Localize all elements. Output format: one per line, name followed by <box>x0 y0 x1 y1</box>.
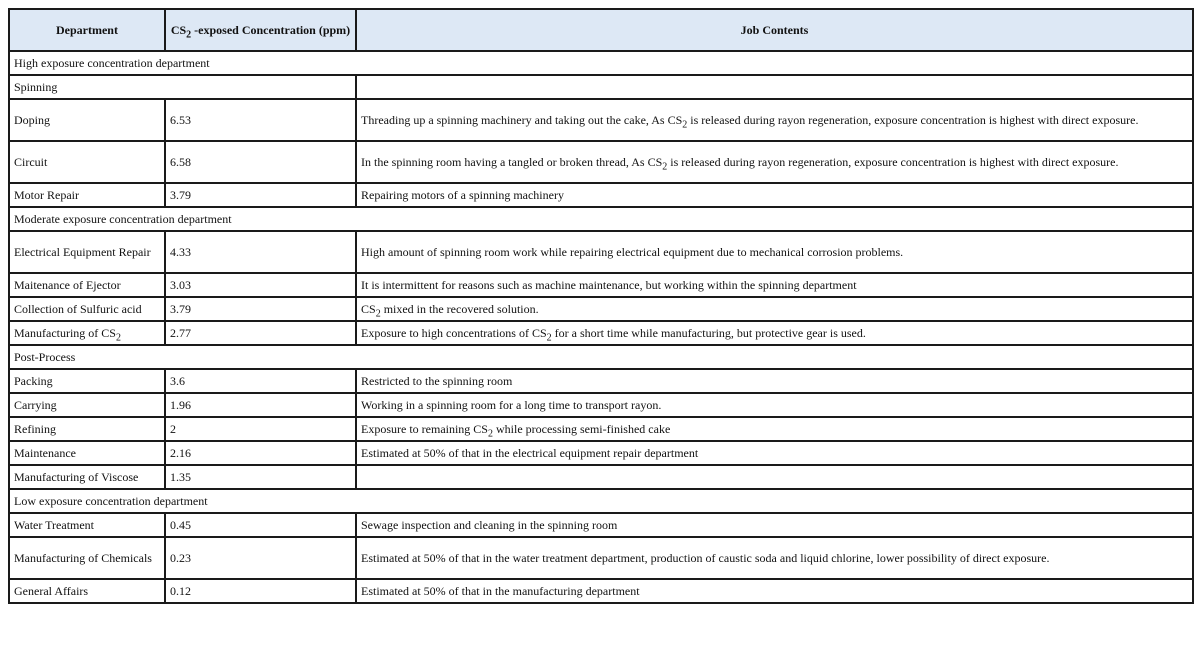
section-row <box>9 51 1193 75</box>
concentration-cell: 0.23 <box>165 537 356 579</box>
exposure-table <box>8 8 1194 604</box>
section-row <box>9 489 1193 513</box>
table-row <box>9 579 1193 603</box>
job-contents-cell-text: Threading up a spinning machinery and taking out the cake, As CS <box>361 113 683 127</box>
section-label: Post-Process <box>9 345 1193 369</box>
department-cell <box>9 321 165 345</box>
department-cell: Packing <box>9 369 165 393</box>
concentration-cell: 3.03 <box>165 273 356 297</box>
job-contents-cell: Restricted to the spinning room <box>356 369 1193 393</box>
concentration-cell: 6.58 <box>165 141 356 183</box>
concentration-cell: 6.53 <box>165 99 356 141</box>
job-contents-cell-text: CS <box>361 302 376 316</box>
department-cell: Water Treatment <box>9 513 165 537</box>
job-contents-cell-text-end: while processing semi-finished cake <box>492 422 671 436</box>
job-contents-cell-text: In the spinning room having a tangled or broken thread, As CS <box>361 155 663 169</box>
department-cell: Spinning <box>9 75 356 99</box>
department-cell-text: Manufacturing of CS <box>14 326 116 340</box>
table-row <box>9 369 1193 393</box>
job-contents-cell-text: Exposure to remaining CS <box>361 422 488 436</box>
section-row <box>9 345 1193 369</box>
job-contents-cell: Sewage inspection and cleaning in the spinning room <box>356 513 1193 537</box>
section-label: Moderate exposure concentration department <box>9 207 1193 231</box>
department-cell: Collection of Sulfuric acid <box>9 297 165 321</box>
job-contents-cell-text-end: mixed in the recovered solution. <box>380 302 539 316</box>
department-cell: Doping <box>9 99 165 141</box>
header-department: Department <box>9 9 165 51</box>
department-cell: Carrying <box>9 393 165 417</box>
table-row <box>9 231 1193 273</box>
job-contents-cell: Estimated at 50% of that in the water treatment department, production of caustic soda and liquid chlorine, lower possibility of direct exposure. <box>356 537 1193 579</box>
department-cell: General Affairs <box>9 579 165 603</box>
job-contents-cell <box>356 99 1193 141</box>
job-contents-cell: Working in a spinning room for a long time to transport rayon. <box>356 393 1193 417</box>
table-body <box>9 51 1193 603</box>
concentration-cell: 2.77 <box>165 321 356 345</box>
job-contents-cell-text-end: is released during rayon regeneration, exposure concentration is highest with direct exposure. <box>687 113 1139 127</box>
concentration-cell: 2 <box>165 417 356 441</box>
table-row <box>9 417 1193 441</box>
header-job-contents: Job Contents <box>356 9 1193 51</box>
department-cell: Refining <box>9 417 165 441</box>
table-row <box>9 393 1193 417</box>
department-cell-subscript: 2 <box>115 332 121 344</box>
job-contents-cell-subscript: 2 <box>662 161 668 173</box>
job-contents-cell-subscript: 2 <box>682 119 688 131</box>
concentration-cell: 1.35 <box>165 465 356 489</box>
job-contents-cell <box>356 75 1193 99</box>
job-contents-cell-text-end: for a short time while manufacturing, but protective gear is used. <box>551 326 866 340</box>
table-row <box>9 183 1193 207</box>
department-cell: Maitenance of Ejector <box>9 273 165 297</box>
concentration-cell: 3.6 <box>165 369 356 393</box>
department-cell: Electrical Equipment Repair <box>9 231 165 273</box>
job-contents-cell-subscript: 2 <box>487 428 493 440</box>
header-concentration <box>165 9 356 51</box>
header-conc-sub: 2 <box>186 28 192 40</box>
department-cell: Maintenance <box>9 441 165 465</box>
section-label: High exposure concentration department <box>9 51 1193 75</box>
job-contents-cell: Estimated at 50% of that in the electrical equipment repair department <box>356 441 1193 465</box>
table-row <box>9 465 1193 489</box>
table-row <box>9 75 1193 99</box>
job-contents-cell-text: Exposure to high concentrations of CS <box>361 326 547 340</box>
department-cell: Circuit <box>9 141 165 183</box>
table-row <box>9 513 1193 537</box>
job-contents-cell <box>356 465 1193 489</box>
concentration-cell: 1.96 <box>165 393 356 417</box>
concentration-cell: 3.79 <box>165 297 356 321</box>
concentration-cell: 4.33 <box>165 231 356 273</box>
section-label: Low exposure concentration department <box>9 489 1193 513</box>
job-contents-cell <box>356 321 1193 345</box>
table-row <box>9 99 1193 141</box>
header-conc-prefix: CS <box>170 22 187 37</box>
job-contents-cell-subscript: 2 <box>546 332 552 344</box>
job-contents-cell <box>356 417 1193 441</box>
concentration-cell: 0.45 <box>165 513 356 537</box>
table-row <box>9 537 1193 579</box>
table-row <box>9 321 1193 345</box>
section-row <box>9 207 1193 231</box>
concentration-cell: 2.16 <box>165 441 356 465</box>
job-contents-cell <box>356 141 1193 183</box>
table-row <box>9 273 1193 297</box>
job-contents-cell: Estimated at 50% of that in the manufacturing department <box>356 579 1193 603</box>
job-contents-cell <box>356 297 1193 321</box>
department-cell: Manufacturing of Chemicals <box>9 537 165 579</box>
job-contents-cell: Repairing motors of a spinning machinery <box>356 183 1193 207</box>
department-cell: Motor Repair <box>9 183 165 207</box>
table-row <box>9 141 1193 183</box>
job-contents-cell: High amount of spinning room work while repairing electrical equipment due to mechanical corrosion problems. <box>356 231 1193 273</box>
concentration-cell: 0.12 <box>165 579 356 603</box>
header-conc-suffix: -exposed Concentration (ppm) <box>191 22 351 37</box>
table-row <box>9 297 1193 321</box>
table-header <box>9 9 1193 51</box>
concentration-cell: 3.79 <box>165 183 356 207</box>
department-cell: Manufacturing of Viscose <box>9 465 165 489</box>
table-row <box>9 441 1193 465</box>
job-contents-cell-subscript: 2 <box>375 308 381 320</box>
job-contents-cell-text-end: is released during rayon regeneration, exposure concentration is highest with direct exposure. <box>667 155 1119 169</box>
job-contents-cell: It is intermittent for reasons such as machine maintenance, but working within the spinning department <box>356 273 1193 297</box>
